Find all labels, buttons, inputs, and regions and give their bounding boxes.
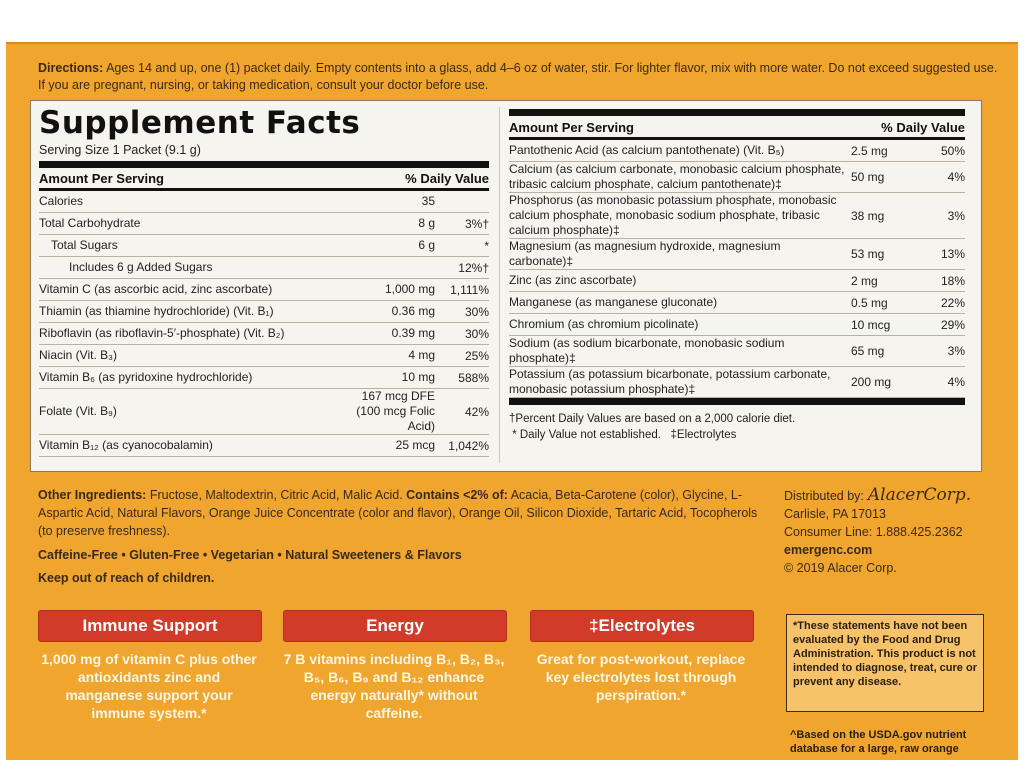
other-ingredients (38, 486, 758, 540)
column-divider (499, 107, 500, 463)
nutrient-row (39, 345, 489, 367)
right-nutrient-list (509, 140, 965, 405)
directions-text (38, 60, 998, 94)
nutrient-daily-value: 13% (940, 247, 965, 261)
nutrient-daily-value: 18% (940, 273, 965, 288)
energy-desc: 7 B vitamins including B₁, B₂, B₃, B₅, B₆, B₉ and B₁₂ enhance energy naturally* without caffeine. (283, 651, 505, 721)
nutrient-name: Includes 6 g Added Sugars (69, 260, 213, 274)
nutrient-amount: 10 mg (401, 370, 435, 384)
supplement-facts-title: Supplement Facts (39, 105, 361, 141)
nutrient-name: Niacin (Vit. B₃) (39, 348, 118, 362)
serving-size: Serving Size 1 Packet (9.1 g) (39, 143, 489, 168)
right-table-header (509, 109, 965, 140)
nutrient-amount: 0.39 mg (391, 326, 435, 340)
usda-note: ^Based on the USDA.gov nutrient database for a large, raw orange (790, 729, 967, 755)
fda-disclaimer: *These statements have not been evaluated by the Food and Drug Administration. This product is not intended to diagnose, treat, cure or prevent any disease. (786, 614, 984, 712)
nutrient-amount: 10 mcg (851, 317, 891, 332)
nutrient-name: Chromium (as chromium picolinate) (509, 317, 699, 331)
nutrient-amount: 2 mg (851, 273, 878, 288)
nutrient-daily-value: 29% (940, 317, 965, 332)
ingredients-main: Fructose, Maltodextrin, Citric Acid, Malic Acid. (146, 488, 407, 502)
nutrient-name: Zinc (as zinc ascorbate) (509, 273, 637, 287)
nutrient-daily-value: 50% (940, 143, 965, 158)
daily-value-header: % Daily Value (405, 171, 489, 186)
nutrient-daily-value: 588% (458, 370, 489, 385)
nutrient-amount: 167 mcg DFE (100 mcg Folic Acid) (356, 389, 435, 433)
nutrient-name: Vitamin B₁₂ (as cyanocobalamin) (39, 438, 213, 452)
website: emergenc.com (784, 543, 873, 557)
nutrient-amount: 50 mg (851, 170, 885, 184)
nutrient-daily-value: 4% (947, 375, 965, 389)
distributor-city: Carlisle, PA 17013 (784, 507, 886, 521)
nutrient-name: Riboflavin (as riboflavin-5′-phosphate) (Vit. B₂) (39, 326, 285, 340)
nutrient-daily-value: 3% (947, 208, 965, 223)
nutrient-amount: 65 mg (851, 344, 885, 358)
nutrient-amount: 53 mg (851, 247, 885, 261)
ingredients-minor: Acacia, Beta-Carotene (color), Glycine, L-Aspartic Acid, Natural Flavors, Orange Juice Concentrate (color and flavor), Orange Oil, Silicon Dioxide, Tartaric Acid, Tocopherols (to preserve freshness). (38, 488, 758, 538)
nutrient-row (509, 193, 965, 239)
nutrient-row (39, 301, 489, 323)
directions-label: Directions: (38, 61, 104, 75)
supplement-facts-right (509, 109, 965, 443)
distributor-line (784, 486, 1004, 505)
amount-header: Amount Per Serving (39, 171, 164, 186)
nutrient-name: Total Carbohydrate (39, 216, 141, 230)
nutrient-row (39, 235, 489, 257)
package-panel (6, 42, 1018, 760)
nutrient-name: Calories (39, 194, 84, 208)
nutrient-amount: 1,000 mg (384, 282, 435, 296)
nutrient-daily-value: 1,042% (448, 438, 489, 453)
nutrient-amount: 0.5 mg (851, 295, 888, 310)
ingredients-label: Other Ingredients: (38, 488, 147, 502)
nutrient-name: Manganese (as manganese gluconate) (509, 295, 718, 309)
nutrient-name: Pantothenic Acid (as calcium pantothenate) (Vit. B₅) (509, 143, 785, 157)
nutrient-row (509, 140, 965, 162)
nutrient-amount: 2.5 mg (851, 143, 888, 158)
child-warning: Keep out of reach of children. (38, 571, 215, 585)
nutrient-row (39, 279, 489, 301)
nutrient-row (509, 270, 965, 292)
ingredients-contains-label: Contains <2% of: (406, 488, 508, 502)
amount-header: Amount Per Serving (509, 120, 634, 135)
left-table-header (39, 168, 489, 191)
nutrient-row (39, 191, 489, 213)
nutrient-amount: 35 (421, 194, 435, 208)
nutrient-daily-value: 3%† (464, 216, 489, 231)
nutrient-amount: 4 mg (408, 348, 435, 362)
nutrient-row (39, 323, 489, 345)
nutrient-name: Thiamin (as thiamine hydrochloride) (Vit. B₁) (39, 304, 274, 318)
dietary-claims: Caffeine-Free • Gluten-Free • Vegetarian • Natural Sweeteners & Flavors (38, 548, 462, 562)
nutrient-daily-value: 22% (940, 295, 965, 310)
supplement-facts-left (39, 105, 489, 457)
nutrient-amount: 200 mg (851, 375, 892, 389)
distributor-info (784, 486, 1004, 577)
nutrient-row (39, 213, 489, 235)
nutrient-row (509, 162, 965, 193)
footnote-percent-dv: †Percent Daily Values are based on a 2,000 calorie diet. (509, 413, 796, 425)
consumer-phone: Consumer Line: 1.888.425.2362 (784, 525, 963, 539)
nutrient-row (39, 257, 489, 279)
nutrient-daily-value: 25% (464, 348, 489, 363)
nutrient-daily-value: 12%† (458, 260, 489, 275)
nutrient-name: Calcium (as calcium carbonate, monobasic calcium phosphate, tribasic calcium phosphate, calcium pantothenate)‡ (509, 162, 845, 191)
nutrient-daily-value: 3% (947, 344, 965, 358)
alacer-logo: AlacerCorp. (867, 485, 972, 505)
nutrient-name: Phosphorus (as monobasic potassium phosphate, monobasic calcium phosphate, monobasic sodium phosphate, tribasic calcium phosphate)‡ (509, 193, 837, 237)
nutrient-name: Sodium (as sodium bicarbonate, monobasic sodium phosphate)‡ (509, 336, 785, 365)
nutrient-amount: 6 g (418, 238, 435, 252)
nutrient-amount: 25 mcg (395, 438, 435, 452)
nutrient-daily-value: 30% (464, 326, 489, 341)
nutrient-amount: 8 g (418, 216, 435, 230)
footnote-dv-not-established: * Daily Value not established. ‡Electrolytes (509, 429, 737, 441)
copyright: © 2019 Alacer Corp. (784, 561, 897, 575)
electrolytes-desc: Great for post-workout, replace key electrolytes lost through perspiration.* (536, 651, 746, 703)
immune-support-desc: 1,000 mg of vitamin C plus other antioxidants zinc and manganese support your immune system.* (41, 651, 257, 721)
nutrient-name: Folate (Vit. B₉) (39, 404, 117, 418)
facts-footnote (509, 411, 965, 443)
supplement-facts-box (30, 100, 982, 472)
nutrient-row (39, 367, 489, 389)
nutrient-row (39, 435, 489, 457)
nutrient-daily-value: 4% (947, 170, 965, 184)
nutrient-row (509, 239, 965, 270)
immune-support-badge: Immune Support (38, 610, 262, 642)
nutrient-row (509, 336, 965, 367)
nutrient-daily-value: 42% (464, 404, 489, 419)
nutrient-name: Magnesium (as magnesium hydroxide, magnesium carbonate)‡ (509, 239, 781, 268)
left-nutrient-list (39, 191, 489, 457)
daily-value-header: % Daily Value (881, 120, 965, 135)
nutrient-daily-value: 1,111% (450, 282, 489, 297)
nutrient-name: Vitamin C (as ascorbic acid, zinc ascorbate) (39, 282, 273, 296)
nutrient-row (509, 367, 965, 398)
nutrient-amount: 0.36 mg (391, 304, 435, 318)
directions-body: Ages 14 and up, one (1) packet daily. Empty contents into a glass, add 4–6 oz of water, stir. For lighter flavor, mix with more water. Do not exceed suggested use. If you are pregnant, nursing, or taking medication, consult your doctor before use. (38, 61, 998, 92)
nutrient-row (509, 292, 965, 314)
nutrient-row (39, 389, 489, 435)
nutrient-amount: 38 mg (851, 208, 885, 223)
nutrient-name: Potassium (as potassium bicarbonate, potassium carbonate, monobasic potassium phosphate)‡ (509, 367, 831, 396)
nutrient-row (509, 314, 965, 336)
electrolytes-badge: ‡Electrolytes (530, 610, 754, 642)
nutrient-daily-value: * (484, 238, 489, 253)
distributor-label: Distributed by: (784, 489, 864, 503)
nutrient-daily-value: 30% (464, 304, 489, 319)
nutrient-name: Total Sugars (51, 238, 118, 252)
energy-badge: Energy (283, 610, 507, 642)
nutrient-name: Vitamin B₆ (as pyridoxine hydrochloride) (39, 370, 253, 384)
